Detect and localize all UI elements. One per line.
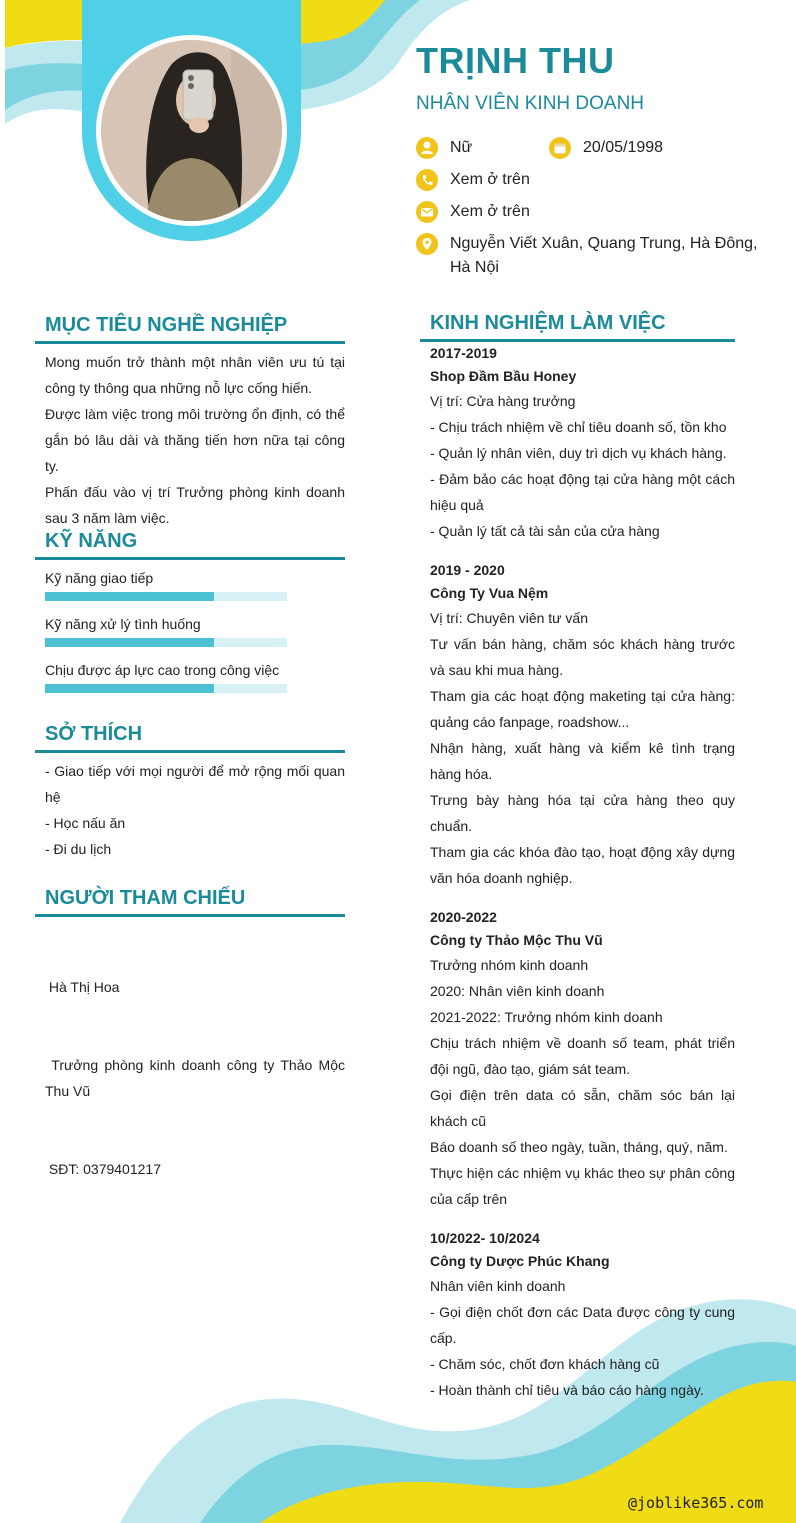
mail-icon bbox=[416, 201, 438, 223]
references-divider bbox=[35, 914, 345, 917]
references-text bbox=[45, 922, 349, 1208]
skill-bar-fill bbox=[45, 684, 214, 693]
objective-line: Phấn đấu vào vị trí Trưởng phòng kinh doanh sau 3 năm làm việc. bbox=[45, 484, 345, 526]
user-icon bbox=[416, 137, 438, 159]
birthdate-value: 20/05/1998 bbox=[583, 139, 664, 156]
job-line: Nhân viên kinh doanh bbox=[430, 1278, 566, 1294]
objective-line: Được làm việc trong môi trường ổn định, có thể gắn bó lâu dài và thăng tiến hơn nữa tại công ty. bbox=[45, 406, 345, 474]
hobbies-divider bbox=[35, 750, 345, 753]
job-entry bbox=[430, 906, 735, 1212]
hobby-line: - Học nấu ăn bbox=[45, 815, 126, 831]
job-line: - Quản lý tất cả tài sản của cửa hàng bbox=[430, 523, 660, 539]
job-line: Thực hiện các nhiệm vụ khác theo sự phân công của cấp trên bbox=[430, 1165, 735, 1207]
phone-icon bbox=[416, 169, 438, 191]
job-company: Công Ty Vua Nệm bbox=[430, 585, 549, 601]
candidate-name: TRỊNH THU bbox=[416, 40, 615, 81]
job-line: 2021-2022: Trưởng nhóm kinh doanh bbox=[430, 1009, 663, 1025]
phone-value: Xem ở trên bbox=[450, 171, 530, 188]
job-company: Công ty Dược Phúc Khang bbox=[430, 1253, 610, 1269]
hobbies-text bbox=[45, 758, 345, 862]
job-company: Shop Đầm Bầu Honey bbox=[430, 368, 577, 384]
experience-title: KINH NGHIỆM LÀM VIỆC bbox=[430, 312, 666, 334]
job-line: - Đảm bảo các hoạt động tại cửa hàng một cách hiệu quả bbox=[430, 471, 735, 513]
skill-bar-fill bbox=[45, 638, 214, 647]
skill-label: Kỹ năng giao tiếp bbox=[45, 570, 154, 586]
skills-title: KỸ NĂNG bbox=[45, 530, 138, 552]
skills-divider bbox=[35, 557, 345, 560]
skill-bar bbox=[45, 638, 287, 647]
job-line: Trưng bày hàng hóa tại cửa hàng theo quy chuẩn. bbox=[430, 792, 735, 834]
objective-text bbox=[45, 349, 345, 531]
job-line: Nhận hàng, xuất hàng và kiểm kê tình trạng hàng hóa. bbox=[430, 740, 735, 782]
hobby-line: - Giao tiếp với mọi người để mở rộng mối quan hệ bbox=[45, 763, 345, 805]
job-line: - Gọi điện chốt đơn các Data được công ty cung cấp. bbox=[430, 1304, 735, 1346]
skill-bar-fill bbox=[45, 592, 214, 601]
job-entry bbox=[430, 559, 735, 891]
job-period: 2017-2019 bbox=[430, 345, 497, 361]
location-pin-icon bbox=[416, 233, 438, 255]
address-value: Nguyễn Viết Xuân, Quang Trung, Hà Đông, Hà Nội bbox=[450, 235, 758, 276]
gender-value: Nữ bbox=[450, 139, 473, 156]
job-line: - Chịu trách nhiệm về chỉ tiêu doanh số, tồn kho bbox=[430, 419, 727, 435]
skill-label: Kỹ năng xử lý tình huống bbox=[45, 616, 201, 632]
hobby-line: - Đi du lịch bbox=[45, 841, 112, 857]
job-line: Tư vấn bán hàng, chăm sóc khách hàng trước và sau khi mua hàng. bbox=[430, 636, 735, 678]
site-watermark: @joblike365.com bbox=[628, 1494, 764, 1512]
job-period: 2019 - 2020 bbox=[430, 562, 505, 578]
job-line: Vị trí: Chuyên viên tư vấn bbox=[430, 610, 588, 626]
job-line: - Chăm sóc, chốt đơn khách hàng cũ bbox=[430, 1356, 660, 1372]
reference-line: SĐT: 0379401217 bbox=[45, 1161, 161, 1177]
job-line: - Hoàn thành chỉ tiêu và báo cáo hàng ngày. bbox=[430, 1382, 704, 1398]
skill-label: Chịu được áp lực cao trong công việc bbox=[45, 662, 280, 678]
job-line: Chịu trách nhiệm về doanh số team, phát triển đội ngũ, đào tạo, giám sát team. bbox=[430, 1035, 735, 1077]
skill-bar bbox=[45, 592, 287, 601]
skill-bar bbox=[45, 684, 287, 693]
job-line: Tham gia các khóa đào tạo, hoạt động xây dựng văn hóa doanh nghiệp. bbox=[430, 844, 735, 886]
job-line: Gọi điện trên data có sẵn, chăm sóc bán lại khách cũ bbox=[430, 1087, 735, 1129]
profile-photo bbox=[101, 40, 282, 221]
job-entry bbox=[430, 1227, 735, 1403]
job-period: 10/2022- 10/2024 bbox=[430, 1230, 540, 1246]
reference-line: Hà Thị Hoa bbox=[45, 979, 120, 995]
references-title: NGƯỜI THAM CHIẾU bbox=[45, 887, 246, 909]
job-line: Tham gia các hoạt động maketing tại cửa hàng: quảng cáo fanpage, roadshow... bbox=[430, 688, 735, 730]
reference-line: Trưởng phòng kinh doanh công ty Thảo Mộc Thu Vũ bbox=[45, 1057, 349, 1099]
job-line: 2020: Nhân viên kinh doanh bbox=[430, 983, 605, 999]
job-line: Trưởng nhóm kinh doanh bbox=[430, 957, 589, 973]
email-value: Xem ở trên bbox=[450, 203, 530, 220]
job-line: - Quản lý nhân viên, duy trì dịch vụ khách hàng. bbox=[430, 445, 727, 461]
job-entry bbox=[430, 342, 735, 544]
calendar-icon bbox=[549, 137, 571, 159]
objective-line: Mong muốn trở thành một nhân viên ưu tú tại công ty thông qua những nỗ lực cống hiến. bbox=[45, 354, 345, 396]
job-period: 2020-2022 bbox=[430, 909, 497, 925]
candidate-role: NHÂN VIÊN KINH DOANH bbox=[416, 93, 645, 114]
objective-divider bbox=[35, 341, 345, 344]
hobbies-title: SỞ THÍCH bbox=[45, 723, 143, 745]
job-line: Báo doanh số theo ngày, tuần, tháng, quý, năm. bbox=[430, 1139, 728, 1155]
job-company: Công ty Thảo Mộc Thu Vũ bbox=[430, 932, 603, 948]
objective-title: MỤC TIÊU NGHỀ NGHIỆP bbox=[45, 314, 288, 336]
job-line: Vị trí: Cửa hàng trưởng bbox=[430, 393, 576, 409]
